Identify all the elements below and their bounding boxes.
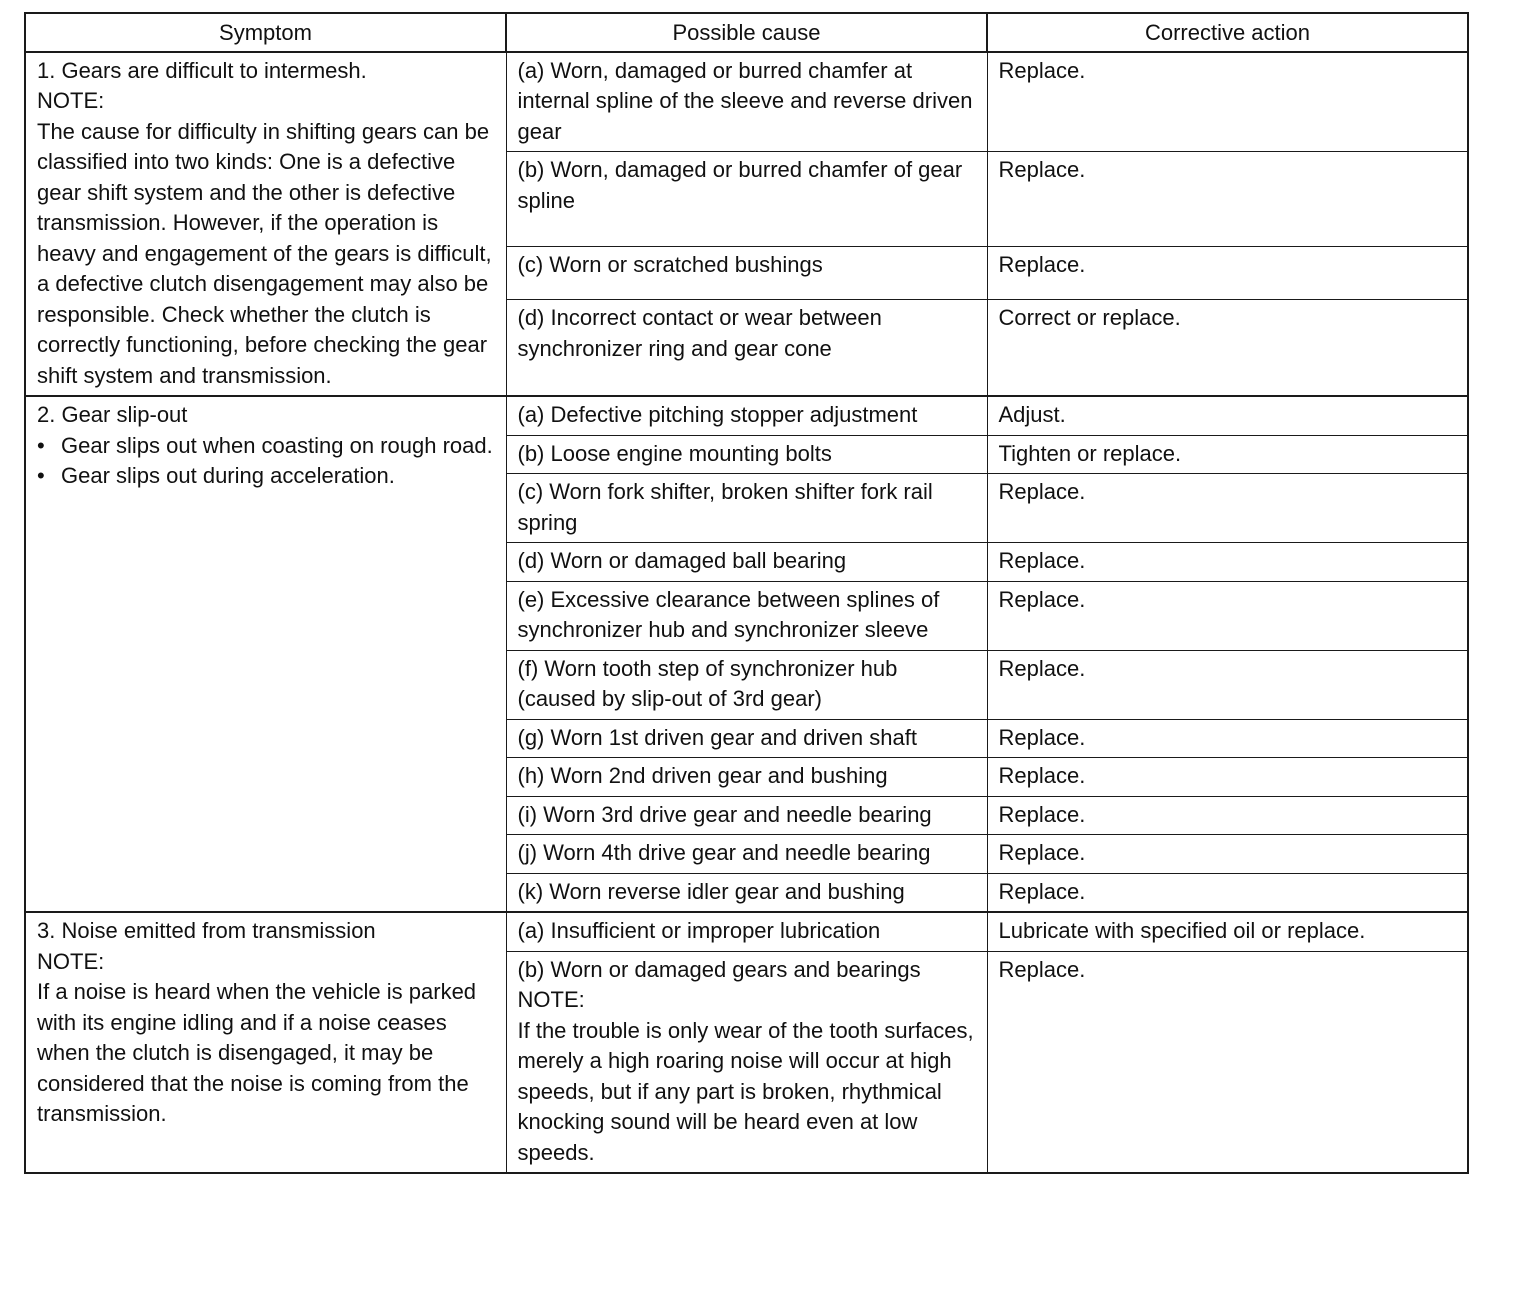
table-row <box>25 52 1468 152</box>
cause-cell: (c) Worn or scratched bushings <box>506 247 987 300</box>
cause-cell: (g) Worn 1st driven gear and driven shaft <box>506 719 987 758</box>
action-cell: Tighten or replace. <box>987 435 1468 474</box>
table-row <box>25 396 1468 435</box>
action-cell: Replace. <box>987 247 1468 300</box>
cause-cell: (a) Insufficient or improper lubrication <box>506 912 987 951</box>
symptom-title: 1. Gears are difficult to intermesh. <box>37 57 367 83</box>
cause-cell <box>506 951 987 1173</box>
symptom-note: If a noise is heard when the vehicle is parked with its engine idling and if a noise ceases when the clutch is disengaged, it may be considered that the noise is coming from the transmission. <box>37 979 477 1126</box>
action-cell: Replace. <box>987 835 1468 874</box>
header-symptom: Symptom <box>25 13 506 52</box>
cause-cell: (b) Loose engine mounting bolts <box>506 435 987 474</box>
action-cell: Lubricate with specified oil or replace. <box>987 912 1468 951</box>
cause-cell: (j) Worn 4th drive gear and needle bearing <box>506 835 987 874</box>
symptom-note: The cause for difficulty in shifting gears can be classified into two kinds: One is a defective gear shift system and the other is defective transmission. However, if the operation is heavy and engagement of the gears is difficult, a defective clutch disengagement may also be responsible. Check whether the clutch is correctly functioning, before checking the gear shift system and transmission. <box>37 118 492 388</box>
cause-text: (b) Worn or damaged gears and bearings <box>517 956 921 982</box>
action-cell: Replace. <box>987 719 1468 758</box>
symptom-bullet: • Gear slips out when coasting on rough road. <box>37 431 495 462</box>
action-cell: Replace. <box>987 951 1468 1173</box>
action-cell: Replace. <box>987 581 1468 650</box>
cause-cell: (a) Worn, damaged or burred chamfer at internal spline of the sleeve and reverse driven gear <box>506 52 987 152</box>
cause-cell: (a) Defective pitching stopper adjustment <box>506 396 987 435</box>
cause-cell: (d) Worn or damaged ball bearing <box>506 543 987 582</box>
action-cell: Replace. <box>987 152 1468 247</box>
cause-cell: (d) Incorrect contact or wear between synchronizer ring and gear cone <box>506 300 987 396</box>
note-label: NOTE: <box>517 987 585 1012</box>
note-label: NOTE: <box>37 948 105 974</box>
cause-note: If the trouble is only wear of the tooth surfaces, merely a high roaring noise will occur at high speeds, but if any part is broken, rhythmical knocking sound will be heard even at low speeds. <box>517 1017 974 1165</box>
action-cell: Replace. <box>987 474 1468 543</box>
header-possible-cause: Possible cause <box>506 13 987 52</box>
header-corrective-action: Corrective action <box>987 13 1468 52</box>
action-cell: Replace. <box>987 52 1468 152</box>
action-cell: Replace. <box>987 650 1468 719</box>
cause-cell: (k) Worn reverse idler gear and bushing <box>506 873 987 912</box>
symptom-cell-3 <box>25 912 506 1173</box>
cause-cell: (b) Worn, damaged or burred chamfer of gear spline <box>506 152 987 247</box>
symptom-bullet: • Gear slips out during acceleration. <box>37 461 495 492</box>
table-row <box>25 912 1468 951</box>
symptom-cell-2 <box>25 396 506 912</box>
action-cell: Replace. <box>987 543 1468 582</box>
cause-cell: (c) Worn fork shifter, broken shifter fork rail spring <box>506 474 987 543</box>
troubleshooting-table <box>24 12 1469 1174</box>
action-cell: Replace. <box>987 758 1468 797</box>
symptom-title: 2. Gear slip-out <box>37 402 188 427</box>
cause-cell: (f) Worn tooth step of synchronizer hub (caused by slip-out of 3rd gear) <box>506 650 987 719</box>
symptom-title: 3. Noise emitted from transmission <box>37 918 376 943</box>
action-cell: Replace. <box>987 873 1468 912</box>
cause-cell: (i) Worn 3rd drive gear and needle bearing <box>506 796 987 835</box>
header-row <box>25 13 1468 52</box>
action-cell: Correct or replace. <box>987 300 1468 396</box>
symptom-cell-1 <box>25 52 506 397</box>
action-cell: Replace. <box>987 796 1468 835</box>
cause-cell: (h) Worn 2nd driven gear and bushing <box>506 758 987 797</box>
action-cell: Adjust. <box>987 396 1468 435</box>
cause-cell: (e) Excessive clearance between splines of synchronizer hub and synchronizer sleeve <box>506 581 987 650</box>
note-label: NOTE: <box>37 88 105 113</box>
